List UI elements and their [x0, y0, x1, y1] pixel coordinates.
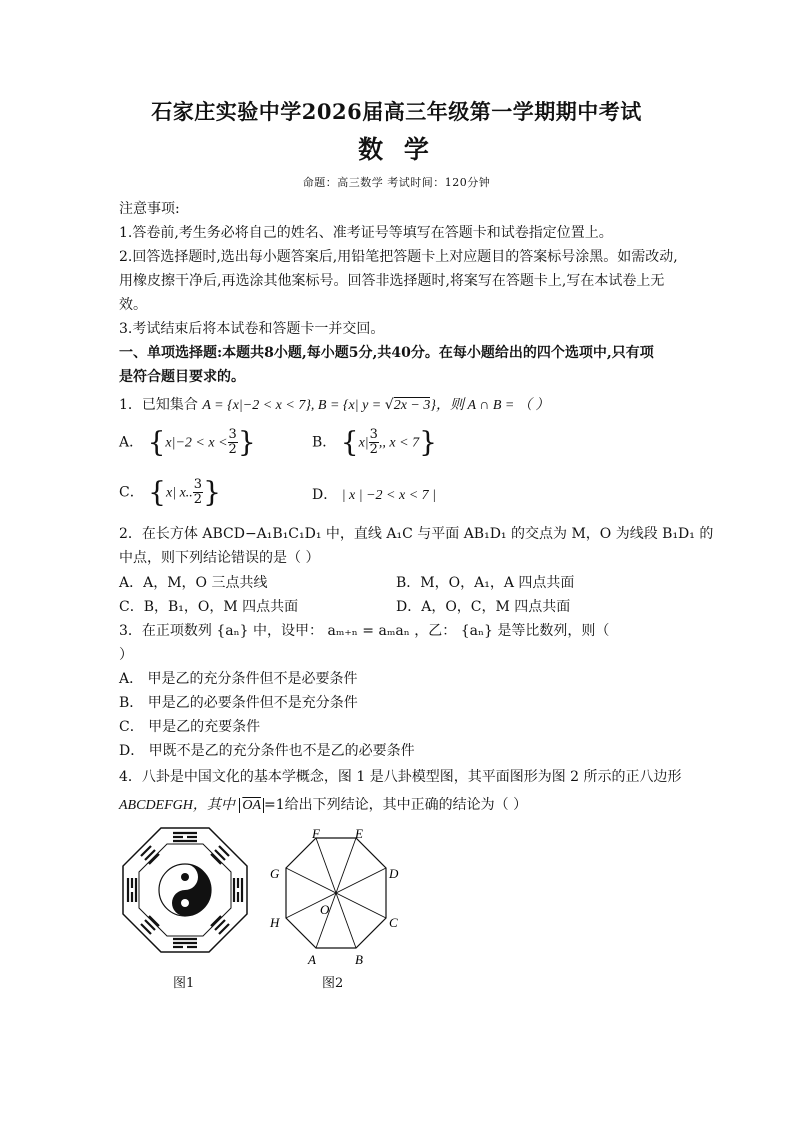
q3-option-a: A． 甲是乙的充分条件但不是必要条件	[119, 671, 358, 687]
q2-stem-line-1: 2．在长方体 ABCD−A₁B₁C₁D₁ 中，直线 A₁C 与平面 AB₁D₁ 的交点为 M，O 为线段 B₁D₁ 的	[119, 526, 714, 542]
left-brace-icon: {	[148, 475, 166, 509]
q1-option-c	[119, 475, 221, 509]
q1-option-d	[312, 486, 436, 505]
center-label-o: O	[320, 902, 330, 917]
option-body: | x | −2 < x < 7 |	[341, 488, 437, 503]
option-label: D．	[312, 487, 338, 503]
notice-item-2a: 2.回答选择题时,选出每小题答案后,用铅笔把答题卡上对应题目的答案标号涂黑。如需改动,	[119, 249, 678, 265]
q2-option-a: A．A，M，O 三点共线	[119, 575, 268, 591]
q4-vector-oa: $\overline{OA}$	[239, 798, 264, 813]
q3-option-c: C． 甲是乙的充要条件	[119, 719, 261, 735]
q4-stem-line-2	[119, 796, 679, 815]
sqrt-symbol: √	[384, 397, 394, 413]
option-label: C．	[119, 484, 144, 501]
vertex-label-g: G	[270, 866, 280, 881]
exam-meta: 命题：高三数学 考试时间：120分钟	[302, 176, 491, 189]
vertex-label-c: C	[389, 915, 398, 930]
q1-option-b	[312, 425, 437, 459]
q1-option-a	[119, 425, 256, 459]
q3-option-b: B． 甲是乙的必要条件但不是充分条件	[119, 695, 358, 711]
left-brace-icon: {	[340, 425, 359, 459]
option-body: x| x..	[166, 485, 193, 501]
q2-option-d: D．A，O，C，M 四点共面	[396, 599, 571, 615]
q2-option-c: C．B，B₁，O，M 四点共面	[119, 599, 299, 615]
q4-stem-line-1: 4．八卦是中国文化的基本学概念，图 1 是八卦模型图，其平面图形为图 2 所示的正八边形	[119, 769, 682, 785]
q1-sqrt-body: 2x − 3	[393, 398, 431, 413]
right-brace-icon: }	[419, 425, 437, 459]
vertex-label-h: H	[270, 915, 280, 930]
notice-item-1: 1.答卷前,考生务必将自己的姓名、准考证号等填写在答题卡和试卷指定位置上。	[119, 225, 613, 241]
vertex-label-b: B	[355, 952, 363, 967]
left-brace-icon: {	[147, 425, 166, 459]
q4-stem-suffix: =1给出下列结论，其中正确的结论为（ ）	[264, 797, 528, 813]
option-body: x|	[358, 435, 369, 451]
q1-stem-prefix: 1．已知集合	[119, 397, 198, 413]
figure-2-caption: 图2	[322, 976, 344, 991]
q2-option-b: B．M，O，A₁，A 四点共面	[396, 575, 575, 591]
q1-stem	[119, 396, 679, 415]
octagon-figure	[258, 826, 418, 974]
section-1-line-1: 一、单项选择题:本题共8小题,每小题5分,共40分。在每小题给出的四个选项中,只有项	[119, 345, 654, 361]
option-body-post: ,, x < 7	[378, 435, 420, 451]
exam-title: 石家庄实验中学2026届高三年级第一学期期中考试	[151, 99, 642, 124]
vertex-label-e: E	[355, 826, 363, 841]
bagua-figure	[121, 826, 249, 954]
fraction: $\frac{3}{2}$	[228, 427, 237, 457]
q4-octagon-name: ABCDEFGH，其中	[119, 798, 235, 813]
notice-item-3: 3.考试结束后将本试卷和答题卡一并交回。	[119, 321, 385, 337]
yin-yang-icon	[159, 864, 211, 916]
option-label: A．	[119, 434, 144, 451]
octagon-diagonals	[286, 838, 386, 948]
section-1-line-2: 是符合题目要求的。	[119, 369, 245, 385]
subject-title: 数 学	[358, 135, 435, 164]
q1-stem-suffix: }，则 A ∩ B = （ ）	[430, 398, 550, 413]
q3-stem-line-2: ）	[119, 647, 133, 663]
notice-item-2b: 用橡皮擦干净后,再选涂其他案标号。回答非选择题时,将案写在答题卡上,写在本试卷上无	[119, 273, 665, 289]
vertex-label-a: A	[308, 952, 316, 967]
vertex-label-d: D	[389, 866, 399, 881]
option-label: B．	[312, 434, 337, 451]
q1-set-a: A = {x|−2 < x < 7}, B = {x| y =	[202, 398, 385, 413]
vertex-label-f: F	[312, 826, 320, 841]
right-brace-icon: }	[203, 475, 221, 509]
q2-stem-line-2: 中点，则下列结论错误的是（ ）	[119, 550, 320, 566]
figure-1-caption: 图1	[173, 976, 195, 991]
right-brace-icon: }	[237, 425, 256, 459]
notice-heading: 注意事项:	[119, 201, 180, 217]
notice-item-2c: 效。	[119, 297, 147, 313]
fraction: $\frac{3}{2}$	[193, 477, 203, 507]
fraction: $\frac{3}{2}$	[369, 427, 378, 457]
option-body: x|−2 < x <	[165, 435, 228, 451]
q3-option-d: D． 甲既不是乙的充分条件也不是乙的必要条件	[119, 743, 415, 759]
q3-stem-line-1: 3．在正项数列 {aₙ} 中，设甲： aₘ₊ₙ = aₘaₙ ，乙： {aₙ} 是等比数列，则（	[119, 623, 610, 639]
